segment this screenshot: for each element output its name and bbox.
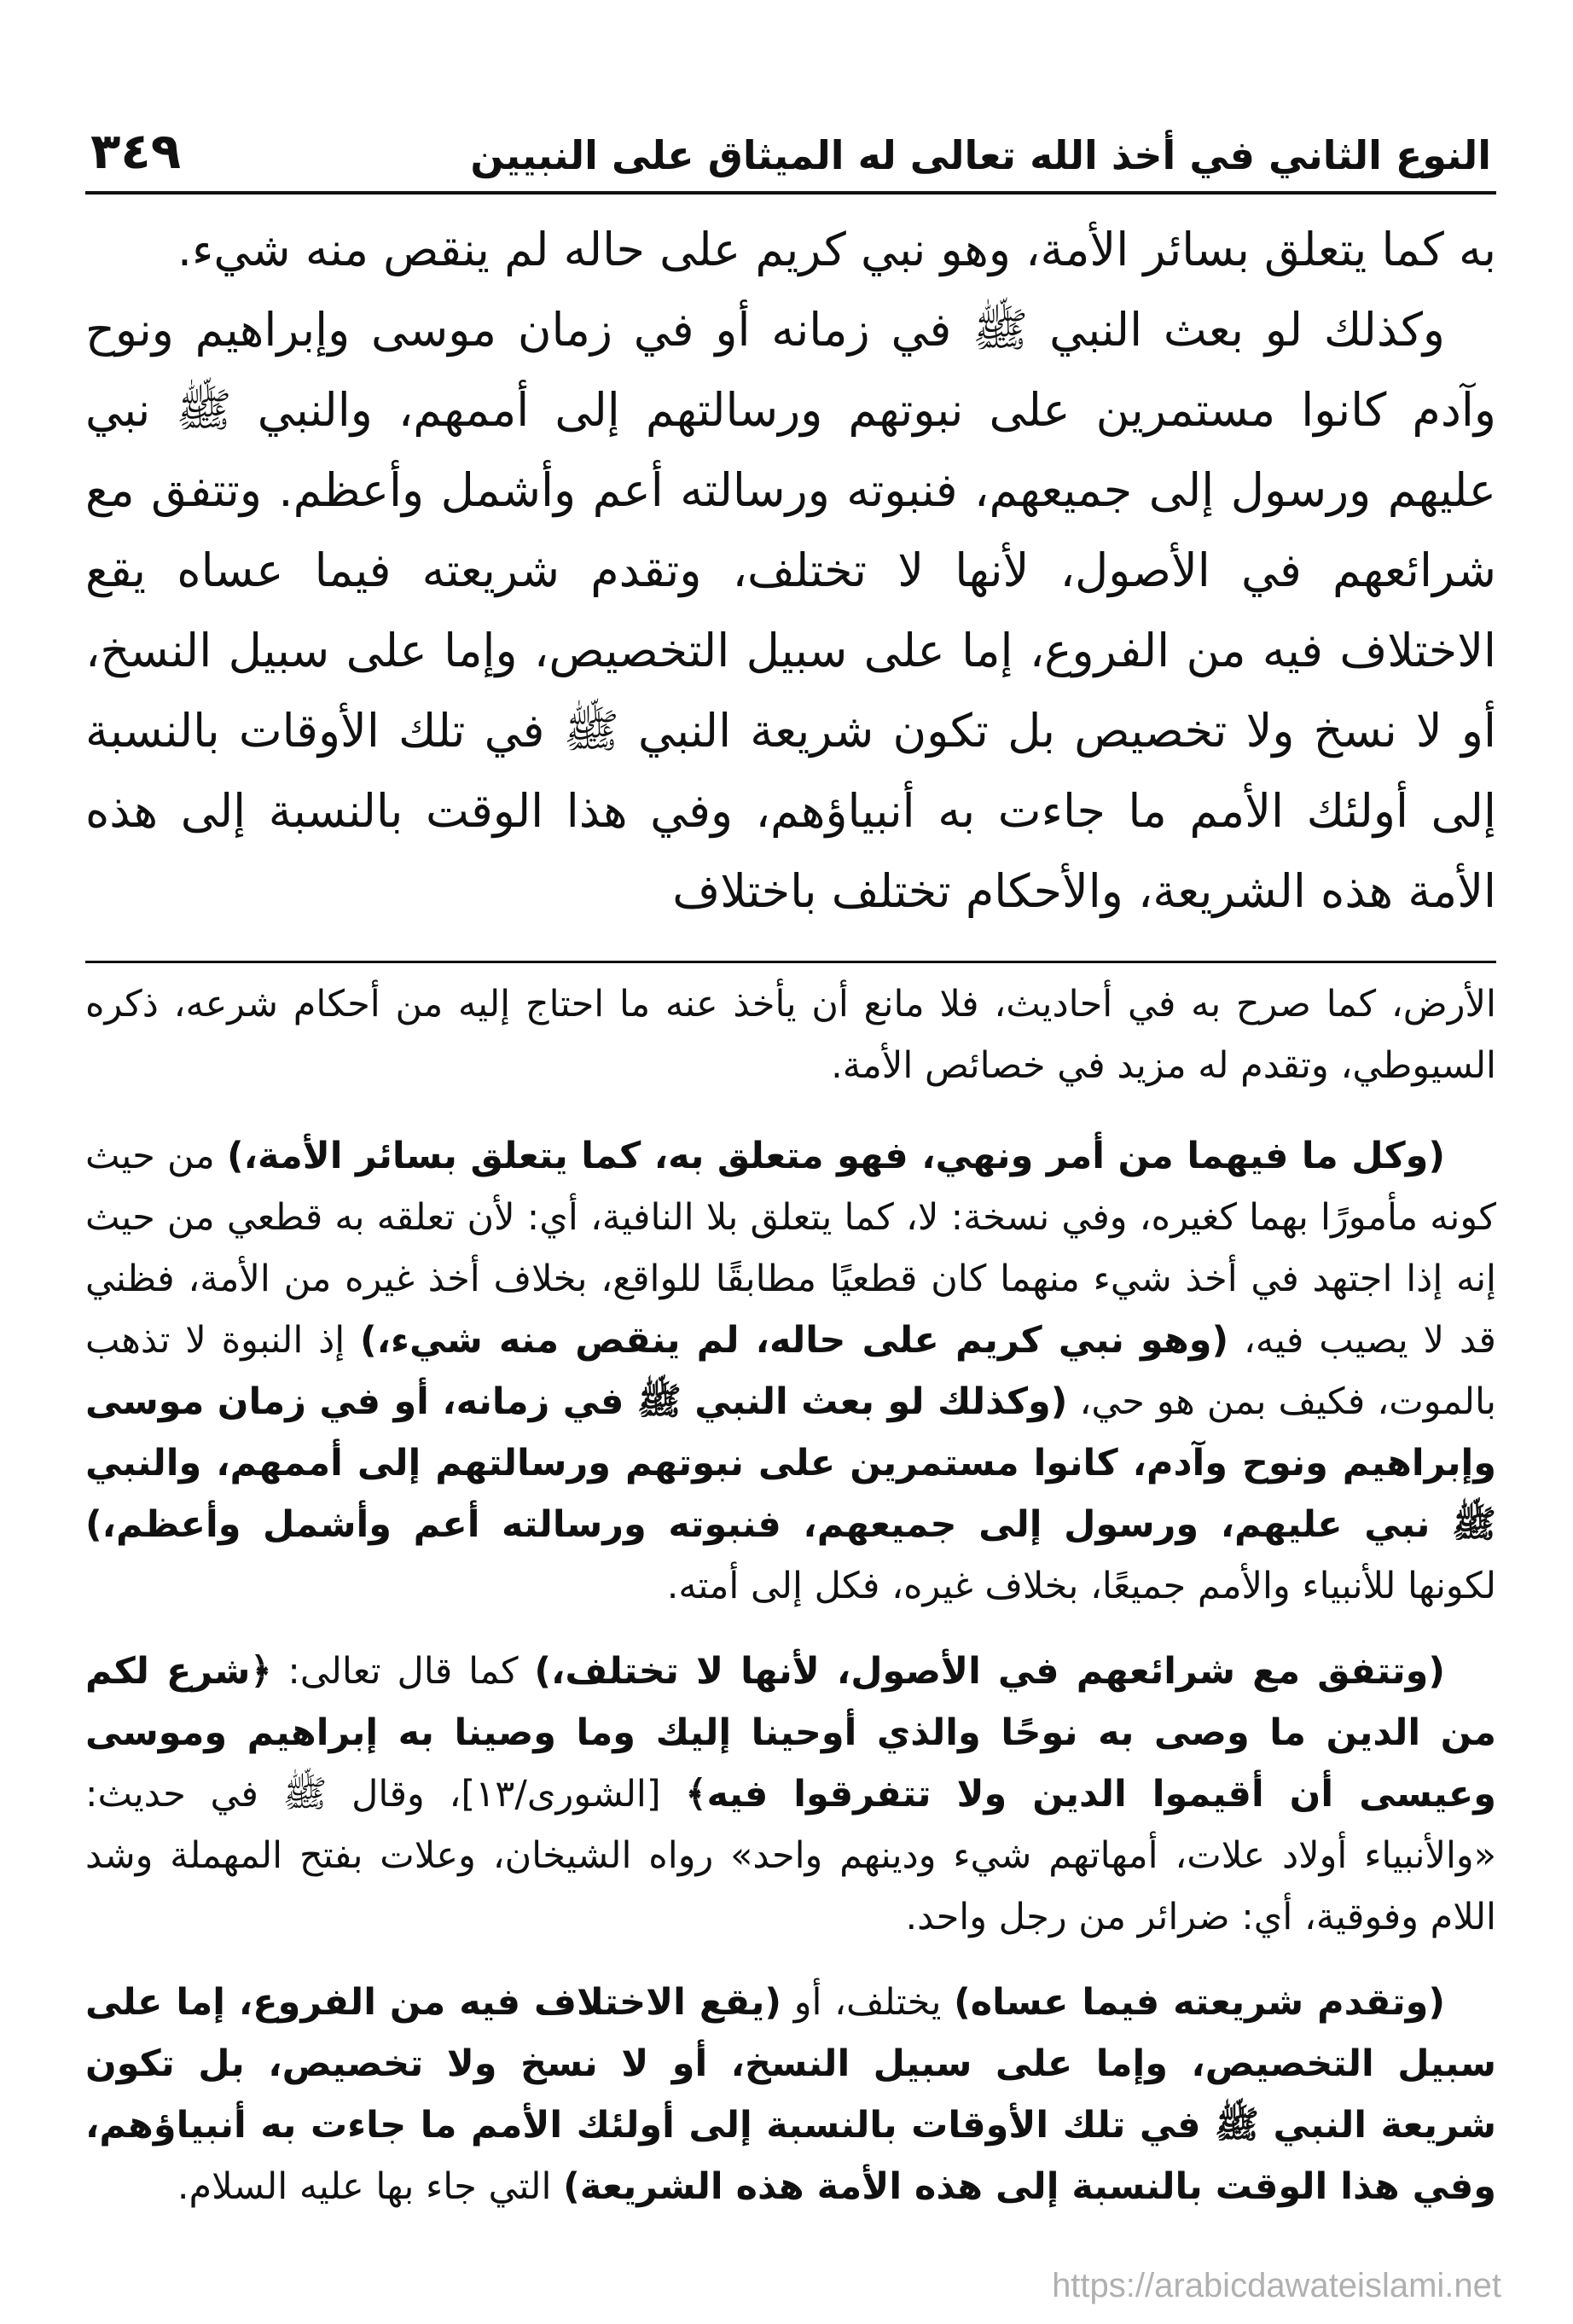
main-paragraph-2: وكذلك لو بعث النبي ﷺ في زمانه أو في زمان موسى وإبراهيم ونوح وآدم كانوا مستمرين على نبوتهم ورسالتهم إلى أممهم، والنبي ﷺ نبي عليهم ورسول إلى جميعهم، فنبوته ورسالته أعم وأشمل وأعظم. وتتفق مع شرائعهم في الأصول، لأنها لا تختلف، وتقدم شريعته فيما عساه يقع الاختلاف فيه من الفروع، إما على سبيل التخصيص، وإما على سبيل النسخ، أو لا نسخ ولا تخصيص بل تكون شريعة النبي ﷺ في تلك الأوقات بالنسبة إلى أولئك الأمم ما جاءت به أنبياؤهم، وفي هذا الوقت بالنسبة إلى هذه الأمة هذه الشريعة، والأحكام تختلف باختلاف — [85, 303, 1496, 918]
header-rule — [85, 191, 1496, 195]
quoted-matn: (وهو نبي كريم على حاله، لم ينقص منه شيء،) — [360, 1319, 1229, 1362]
commentary — [85, 973, 1496, 2217]
gloss-text: يختلف، أو — [781, 1981, 955, 2024]
commentary-gloss-3 — [85, 1972, 1496, 2217]
footnote-rule — [85, 961, 1496, 963]
quoted-matn: (وتقدم شريعته فيما عساه) — [954, 1981, 1445, 2024]
gloss-text: [الشورى/١٣]، وقال ﷺ في حديث: «والأنبياء أولاد علات، أمهاتهم شيء ودينهم واحد» رواه الشيخان، وعلات بفتح المهملة وشد اللام وفوقية، أي: ضرائر من رجل واحد. — [85, 1773, 1496, 1938]
running-header — [85, 101, 1496, 179]
quoted-matn: (وكل ما فيهما من أمر ونهي، فهو متعلق به، كما يتعلق بسائر الأمة،) — [227, 1135, 1445, 1177]
gloss-text: لكونها للأنبياء والأمم جميعًا، بخلاف غيره، فكل إلى أمته. — [666, 1565, 1496, 1607]
gloss-text: من حيث كونه مأمورًا بهما كغيره، وفي نسخة: لا، كما يتعلق بلا النافية، أي: لأن تعلقه به قطعي من حيث إنه إذا اجتهد في أخذ شيء منهما كان قطعيًا مطابقًا للواقع، بخلاف أخذ غيره من الأمة، فظني قد لا يصيب فيه، — [85, 1135, 1496, 1362]
quoted-matn: (يقع الاختلاف فيه من الفروع، إما على سبيل التخصيص، وإما على سبيل النسخ، أو لا نسخ ولا تخصيص، بل تكون شريعة النبي ﷺ في تلك الأوقات بالنسبة إلى أولئك الأمم ما جاءت به أنبياؤهم، وفي هذا الوقت بالنسبة إلى هذه الأمة هذه الشريعة) — [85, 1981, 1496, 2208]
running-title: النوع الثاني في أخذ الله تعالى له الميثاق على النبيين — [470, 131, 1491, 178]
commentary-gloss-1 — [85, 1125, 1496, 1617]
gloss-text: كما قال تعالى: — [271, 1650, 535, 1693]
commentary-gloss-2 — [85, 1641, 1496, 1948]
quoted-matn: (وكذلك لو بعث النبي ﷺ في زمانه، أو في زمان موسى وإبراهيم ونوح وآدم، كانوا مستمرين على نبوتهم ورسالتهم إلى أممهم، والنبي ﷺ نبي عليهم، ورسول إلى جميعهم، فنبوته ورسالته أعم وأشمل وأعظم،) — [85, 1380, 1496, 1546]
watermark-url: https://arabicdawateislami.net — [1052, 2267, 1501, 2304]
gloss-text: إذ النبوة لا تذهب بالموت، فكيف بمن هو حي، — [85, 1319, 1497, 1423]
gloss-text: التي جاء بها عليه السلام. — [177, 2165, 564, 2208]
page-number: ٣٤٩ — [90, 122, 182, 181]
quran-verse: ﴿شرع لكم من الدين ما وصى به نوحًا والذي أوحينا إليك وما وصينا به إبراهيم وموسى وعيسى أن أقيموا الدين ولا تتفرقوا فيه﴾ — [85, 1650, 1496, 1816]
quoted-matn: (وتتفق مع شرائعهم في الأصول، لأنها لا تختلف،) — [534, 1650, 1445, 1693]
commentary-continuation: الأرض، كما صرح به في أحاديث، فلا مانع أن يأخذ عنه ما احتاج إليه من أحكام شرعه، ذكره السيوطي، وتقدم له مزيد في خصائص الأمة. — [85, 983, 1496, 1087]
main-paragraph-1: به كما يتعلق بسائر الأمة، وهو نبي كريم على حاله لم ينقص منه شيء. — [177, 223, 1496, 276]
main-text — [85, 210, 1496, 932]
book-page — [85, 101, 1496, 2302]
